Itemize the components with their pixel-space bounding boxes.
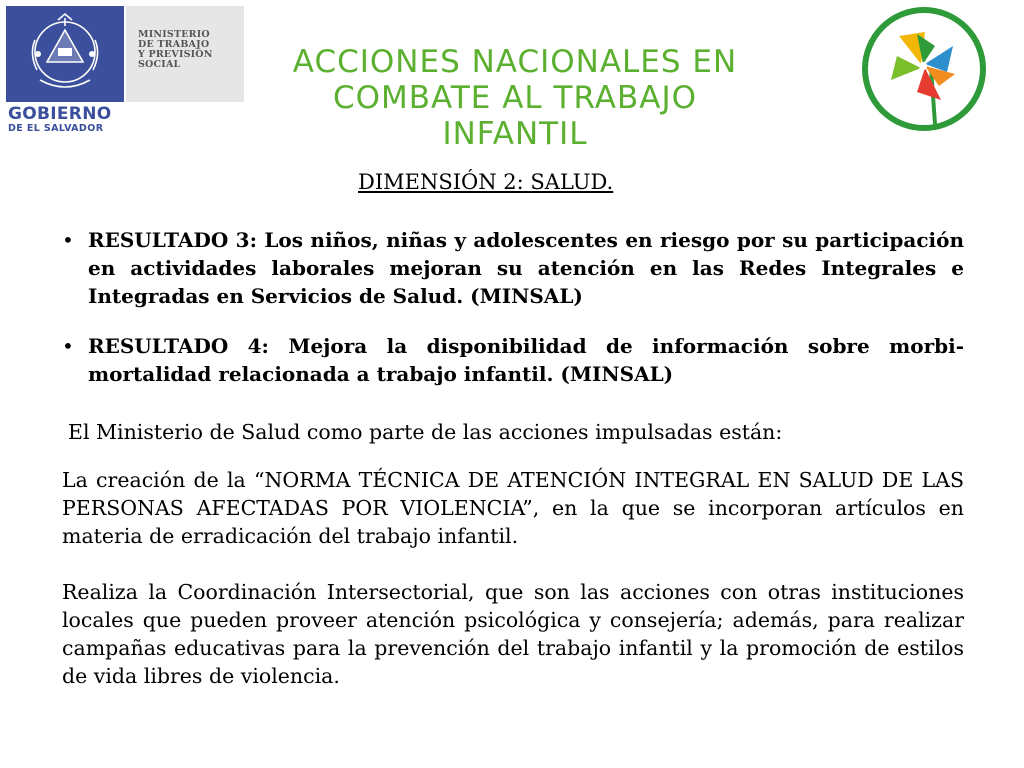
pinwheel-icon	[861, 6, 987, 132]
intro-paragraph: El Ministerio de Salud como parte de las acciones impulsadas están:	[68, 420, 783, 444]
norm-paragraph: La creación de la “NORMA TÉCNICA DE ATENCIÓN INTEGRAL EN SALUD DE LAS PERSONAS AFECTADAS POR VIOLENCIA”, en la que se incorporan artículos en materia de erradicación del trabajo infantil.	[62, 468, 964, 548]
list-item	[62, 226, 964, 310]
coat-of-arms-icon	[20, 10, 110, 98]
government-title: GOBIERNO	[8, 104, 112, 124]
government-logo	[6, 6, 244, 136]
bullet-icon: •	[62, 334, 74, 358]
results-list	[62, 226, 964, 410]
section-heading: DIMENSIÓN 2: SALUD.	[358, 170, 614, 194]
ministry-name: MINISTERIO DE TRABAJO Y PREVISIÓN SOCIAL	[138, 29, 213, 70]
list-item	[62, 332, 964, 388]
result-3-text: RESULTADO 3: Los niños, niñas y adolescentes en riesgo por su participación en actividades laborales mejoran su atención en las Redes Integrales e Integradas en Servicios de Salud. (MINSAL)	[88, 228, 964, 308]
bullet-icon: •	[62, 228, 74, 252]
result-4-text: RESULTADO 4: Mejora la disponibilidad de información sobre morbi-mortalidad relacionada a trabajo infantil. (MINSAL)	[88, 334, 964, 386]
ministry-logo-box	[126, 6, 244, 102]
page-title: ACCIONES NACIONALES EN COMBATE AL TRABAJO INFANTIL	[292, 44, 738, 152]
government-subtitle: DE EL SALVADOR	[8, 123, 104, 134]
pinwheel-logo	[861, 6, 987, 136]
coat-of-arms-box	[6, 6, 124, 102]
coordination-paragraph: Realiza la Coordinación Intersectorial, que son las acciones con otras instituciones locales que pueden proveer atención psicológica y consejería; además, para realizar campañas educativas para la prevención del trabajo infantil y la promoción de estilos de vida libres de violencia.	[62, 580, 964, 688]
